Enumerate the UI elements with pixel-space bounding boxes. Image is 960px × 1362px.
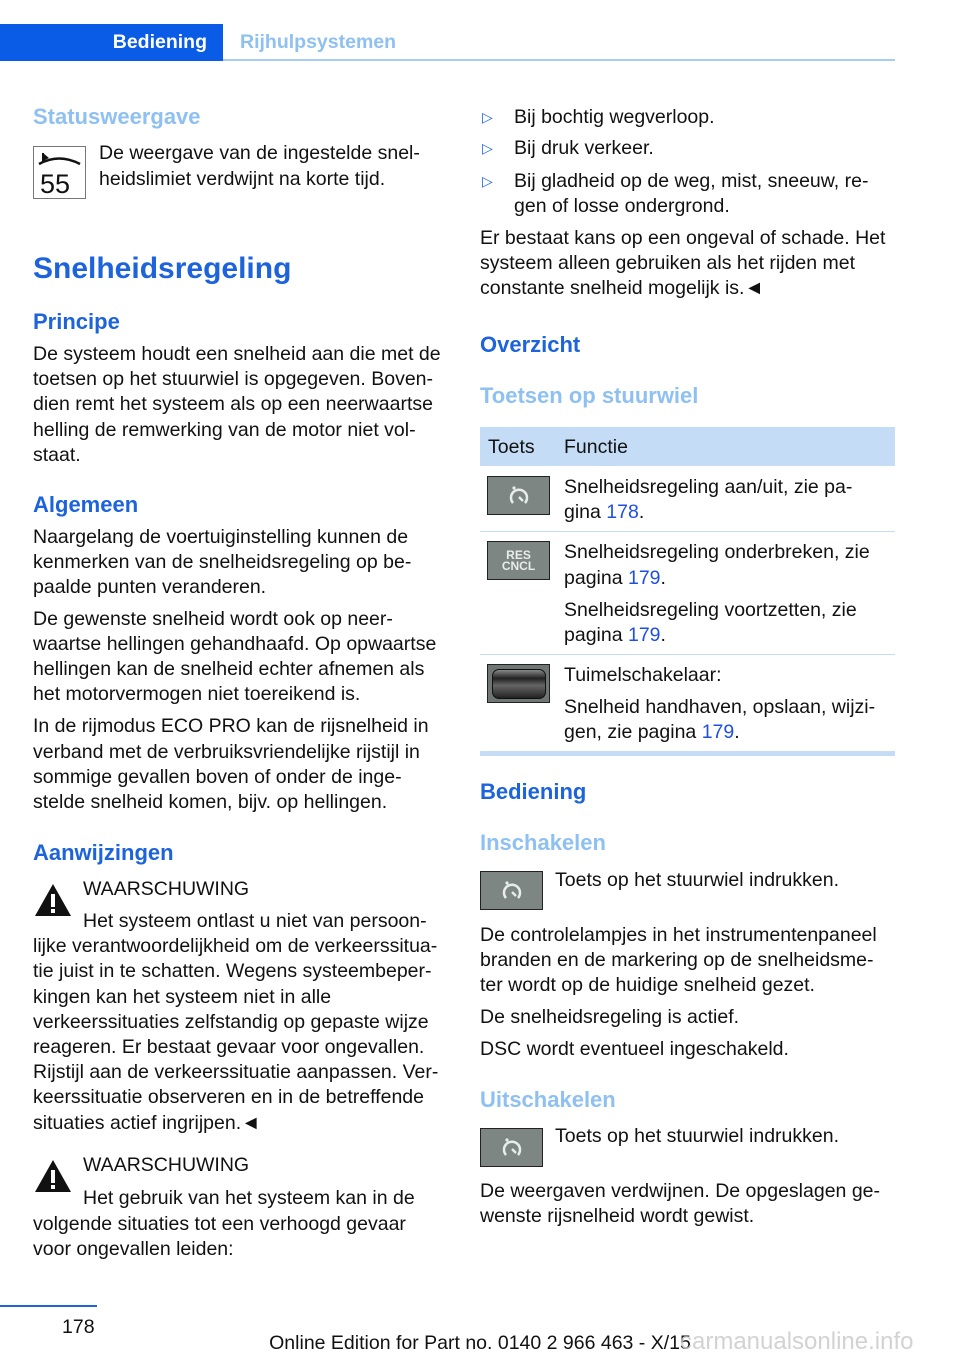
warning-text: kingen kan het systeem niet in alle [33,986,332,1008]
risk-text: systeem alleen gebruiken als het rijden met [480,252,856,274]
row-function: Snelheid handhaven, opslaan, wijzi- [564,696,876,718]
column-header-toets: Toets [488,436,535,458]
row-function [564,500,644,524]
warning-icon [33,1158,73,1194]
text: . [734,721,740,743]
principe-heading: Principe [33,309,120,334]
algemeen-text: het motorvermogen niet toereikend is. [33,683,361,705]
bullet-icon: ▷ [482,173,493,189]
row-function [564,623,666,647]
warning-text: Het gebruik van het systeem kan in de [83,1187,415,1209]
edition-text: Online Edition for Part no. 0140 2 966 463 - X/15 [269,1332,691,1354]
bediening-heading: Bediening [480,779,587,804]
page-link[interactable]: 179 [701,721,735,743]
warning-text: verkeerssituaties zelfstandig op gepaste wijze [33,1011,429,1033]
text: pagina [564,567,628,589]
principe-text: helling de remwerking van de motor niet vol- [33,419,416,441]
table-header [480,427,895,466]
algemeen-text: De gewenste snelheid wordt ook op neer- [33,608,393,630]
risk-text: constante snelheid mogelijk is.◄ [480,277,764,299]
inschakelen-desc: De controlelampjes in het instrumentenpaneel [480,924,877,946]
inschakelen-desc: ter wordt op de huidige snelheid gezet. [480,974,815,996]
table-bottom-border [480,751,895,756]
text: . [638,501,645,523]
text: . [660,624,666,646]
uitschakelen-desc: De weergaven verdwijnen. De opgeslagen ge- [480,1180,880,1202]
overzicht-heading: Overzicht [480,332,581,357]
algemeen-text: sommige gevallen boven of onder de inge- [33,766,402,788]
tab-bediening[interactable] [0,24,223,61]
page-link[interactable]: 179 [627,624,661,646]
bullet-item: Bij bochtig wegverloop. [514,106,715,128]
principe-text: staat. [33,444,81,466]
algemeen-text: In de rijmodus ECO PRO kan de rijsnelheid in [33,715,429,737]
principe-text: De systeem houdt een snelheid aan die met de [33,343,441,365]
bullet-item: Bij gladheid op de weg, mist, sneeuw, re- [514,170,869,192]
warning-text: voor ongevallen leiden: [33,1238,234,1260]
page-title: Snelheidsregeling [33,252,292,285]
tab-rijhulpsystemen[interactable]: Rijhulpsystemen [240,31,397,53]
key-text: RES [506,547,531,562]
risk-text: Er bestaat kans op een ongeval of schade. Het [480,227,886,249]
header-divider [223,59,895,61]
row-divider [480,531,895,532]
page-link[interactable]: 178 [606,501,639,523]
algemeen-text: Naargelang de voertuiginstelling kunnen de [33,526,409,548]
text: gen, zie pagina [564,721,702,743]
toetsen-heading: Toetsen op stuurwiel [480,383,699,408]
row-function: Snelheidsregeling aan/uit, zie pa- [564,476,853,498]
uitschakelen-heading: Uitschakelen [480,1087,616,1112]
res-cncl-button-icon [487,541,550,580]
algemeen-text: paalde punten veranderen. [33,576,267,598]
warning-icon [33,882,73,918]
bullet-item: gen of losse ondergrond. [514,195,730,217]
bullet-icon: ▷ [482,140,493,156]
warning-text: tie juist in te schatten. Wegens systeembeper- [33,960,432,982]
warning-text: keerssituatie observeren en in de betreffende [33,1086,424,1108]
cruise-button-icon [480,1128,543,1167]
row-function: Snelheidsregeling onderbreken, zie [564,541,870,563]
status-text: De weergave van de ingestelde snel- [99,142,420,164]
inschakelen-desc: branden en de markering op de snelheidsme- [480,949,874,971]
row-function: Tuimelschakelaar: [564,664,722,686]
uitschakelen-desc: wenste rijsnelheid wordt gewist. [480,1205,755,1227]
text: gina [564,501,607,523]
warning-text: Rijstijl aan de verkeerssituatie aanpassen. Ver- [33,1061,439,1083]
warning-text: lijke verantwoordelijkheid om de verkeerssitua- [33,935,438,957]
warning-text: Het systeem ontlast u niet van persoon- [83,910,427,932]
page-link[interactable]: 179 [627,567,661,589]
algemeen-heading: Algemeen [33,492,139,517]
rocker-switch-icon [487,664,550,703]
cruise-button-icon [480,871,543,910]
cruise-onoff-button-icon [487,476,550,515]
uitschakelen-text: Toets op het stuurwiel indrukken. [555,1125,839,1147]
actief-text: De snelheidsregeling is actief. [480,1006,740,1028]
text: pagina [564,624,628,646]
warning-text: situaties actief ingrijpen.◄ [33,1112,261,1134]
watermark: carmanualsonline.info [680,1328,914,1355]
column-header-functie: Functie [564,436,628,458]
algemeen-text: hellingen kan de snelheid echter afnemen als [33,658,425,680]
aanwijzingen-heading: Aanwijzingen [33,840,174,865]
bullet-icon: ▷ [482,109,493,125]
bullet-item: Bij druk verkeer. [514,137,654,159]
speed-value: 55 [40,169,71,199]
warning-text: reageren. Er bestaat gevaar voor ongevallen. [33,1036,425,1058]
principe-text: dien remt het systeem als op een neerwaartse [33,393,433,415]
tab-label: Bediening [112,31,207,53]
algemeen-text: kenmerken van de snelheidsregeling op be- [33,551,412,573]
principe-text: toetsen op het stuurwiel is opgegeven. Boven- [33,368,434,390]
warning-label: WAARSCHUWING [83,878,250,900]
warning-label: WAARSCHUWING [83,1154,250,1176]
row-divider [480,654,895,655]
algemeen-text: stelde snelheid komen, bijv. op hellingen. [33,791,388,813]
row-function [564,720,740,744]
algemeen-text: verband met de verbruiksvriendelijke rijstijl in [33,741,420,763]
status-heading: Statusweergave [33,104,201,129]
dsc-text: DSC wordt eventueel ingeschakeld. [480,1038,789,1060]
inschakelen-text: Toets op het stuurwiel indrukken. [555,869,839,891]
inschakelen-heading: Inschakelen [480,830,606,855]
page-number: 178 [62,1316,95,1338]
footer-rule [0,1305,97,1307]
warning-text: volgende situaties tot een verhoogd gevaar [33,1213,406,1235]
row-function: Snelheidsregeling voortzetten, zie [564,599,857,621]
status-text: heidslimiet verdwijnt na korte tijd. [99,168,386,190]
text: . [660,567,666,589]
speed-limit-icon [33,146,86,199]
row-function [564,566,666,590]
algemeen-text: waartse hellingen gehandhaafd. Op opwaartse [33,633,437,655]
key-text: CNCL [501,558,536,573]
